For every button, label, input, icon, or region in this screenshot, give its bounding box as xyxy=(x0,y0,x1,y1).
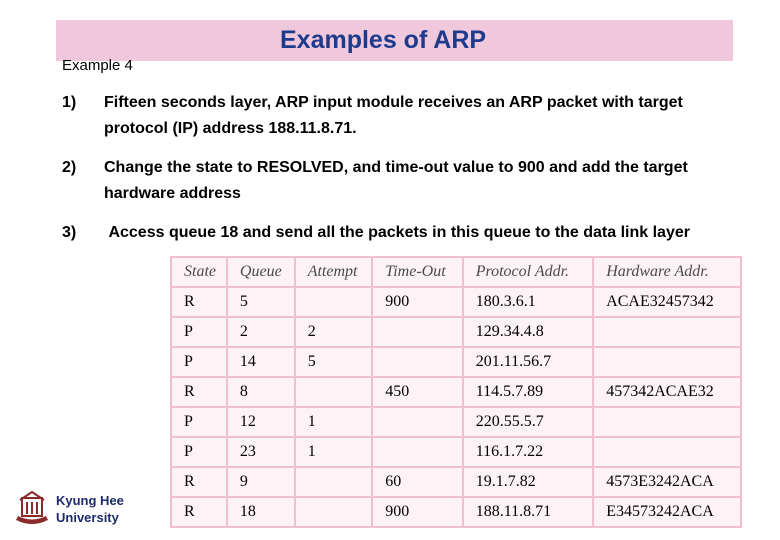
cell-queue: 2 xyxy=(227,317,295,347)
cell-hardware-addr: 4573E3242ACA xyxy=(593,467,741,497)
cell-state: P xyxy=(171,437,227,467)
item-text: Change the state to RESOLVED, and time-out value to 900 and add the target hardware address xyxy=(104,159,688,202)
cell-time-out: 900 xyxy=(372,497,463,527)
cell-hardware-addr: ACAE32457342 xyxy=(593,287,741,317)
university-line-2: University xyxy=(56,510,119,525)
cell-state: R xyxy=(171,497,227,527)
cell-queue: 5 xyxy=(227,287,295,317)
table-row xyxy=(171,407,741,437)
cell-attempt: 1 xyxy=(295,407,373,437)
header-time-out: Time-Out xyxy=(372,257,463,287)
item-number: 2) xyxy=(62,159,77,176)
header-queue: Queue xyxy=(227,257,295,287)
header-attempt: Attempt xyxy=(295,257,373,287)
header-protocol-addr: Protocol Addr. xyxy=(463,257,593,287)
cell-attempt: 2 xyxy=(295,317,373,347)
cell-queue: 14 xyxy=(227,347,295,377)
cell-time-out xyxy=(372,347,463,377)
item-text: Access queue 18 and send all the packets in this queue to the data link layer xyxy=(104,224,690,241)
slide-title: Examples of ARP xyxy=(280,26,487,54)
table-row xyxy=(171,377,741,407)
cell-hardware-addr xyxy=(593,407,741,437)
cell-queue: 12 xyxy=(227,407,295,437)
table-row xyxy=(171,467,741,497)
header-hardware-addr: Hardware Addr. xyxy=(593,257,741,287)
cell-state: R xyxy=(171,467,227,497)
table-row xyxy=(171,317,741,347)
cell-queue: 18 xyxy=(227,497,295,527)
university-emblem-icon xyxy=(12,490,52,528)
cell-time-out xyxy=(372,317,463,347)
cell-state: P xyxy=(171,407,227,437)
cell-attempt xyxy=(295,377,373,407)
table-row xyxy=(171,287,741,317)
cell-hardware-addr xyxy=(593,437,741,467)
cell-queue: 9 xyxy=(227,467,295,497)
cell-protocol-addr: 114.5.7.89 xyxy=(463,377,593,407)
cell-protocol-addr: 19.1.7.82 xyxy=(463,467,593,497)
cell-attempt: 1 xyxy=(295,437,373,467)
cell-attempt xyxy=(295,287,373,317)
cell-protocol-addr: 201.11.56.7 xyxy=(463,347,593,377)
cell-attempt xyxy=(295,497,373,527)
item-number: 3) xyxy=(62,224,77,241)
table-row xyxy=(171,437,741,467)
cell-attempt: 5 xyxy=(295,347,373,377)
cell-hardware-addr: 457342ACAE32 xyxy=(593,377,741,407)
header-state: State xyxy=(171,257,227,287)
cell-protocol-addr: 180.3.6.1 xyxy=(463,287,593,317)
table-row xyxy=(171,497,741,527)
table-row xyxy=(171,347,741,377)
cell-state: P xyxy=(171,317,227,347)
cell-queue: 23 xyxy=(227,437,295,467)
example-label: Example 4 xyxy=(62,57,133,74)
cell-queue: 8 xyxy=(227,377,295,407)
arp-cache-table xyxy=(170,256,742,528)
cell-hardware-addr xyxy=(593,347,741,377)
cell-hardware-addr: E34573242ACA xyxy=(593,497,741,527)
cell-state: R xyxy=(171,287,227,317)
cell-time-out: 450 xyxy=(372,377,463,407)
table-header-row xyxy=(171,257,741,287)
cell-protocol-addr: 220.55.5.7 xyxy=(463,407,593,437)
cell-protocol-addr: 129.34.4.8 xyxy=(463,317,593,347)
cell-attempt xyxy=(295,467,373,497)
university-name xyxy=(56,492,124,526)
university-line-1: Kyung Hee xyxy=(56,493,124,508)
cell-state: P xyxy=(171,347,227,377)
cell-time-out: 60 xyxy=(372,467,463,497)
cell-time-out: 900 xyxy=(372,287,463,317)
cell-state: R xyxy=(171,377,227,407)
item-number: 1) xyxy=(62,94,77,111)
item-text: Fifteen seconds layer, ARP input module receives an ARP packet with target protocol (IP) address 188.11.8.71. xyxy=(104,94,683,137)
cell-protocol-addr: 116.1.7.22 xyxy=(463,437,593,467)
cell-protocol-addr: 188.11.8.71 xyxy=(463,497,593,527)
table-body xyxy=(171,287,741,527)
cell-hardware-addr xyxy=(593,317,741,347)
cell-time-out xyxy=(372,407,463,437)
cell-time-out xyxy=(372,437,463,467)
